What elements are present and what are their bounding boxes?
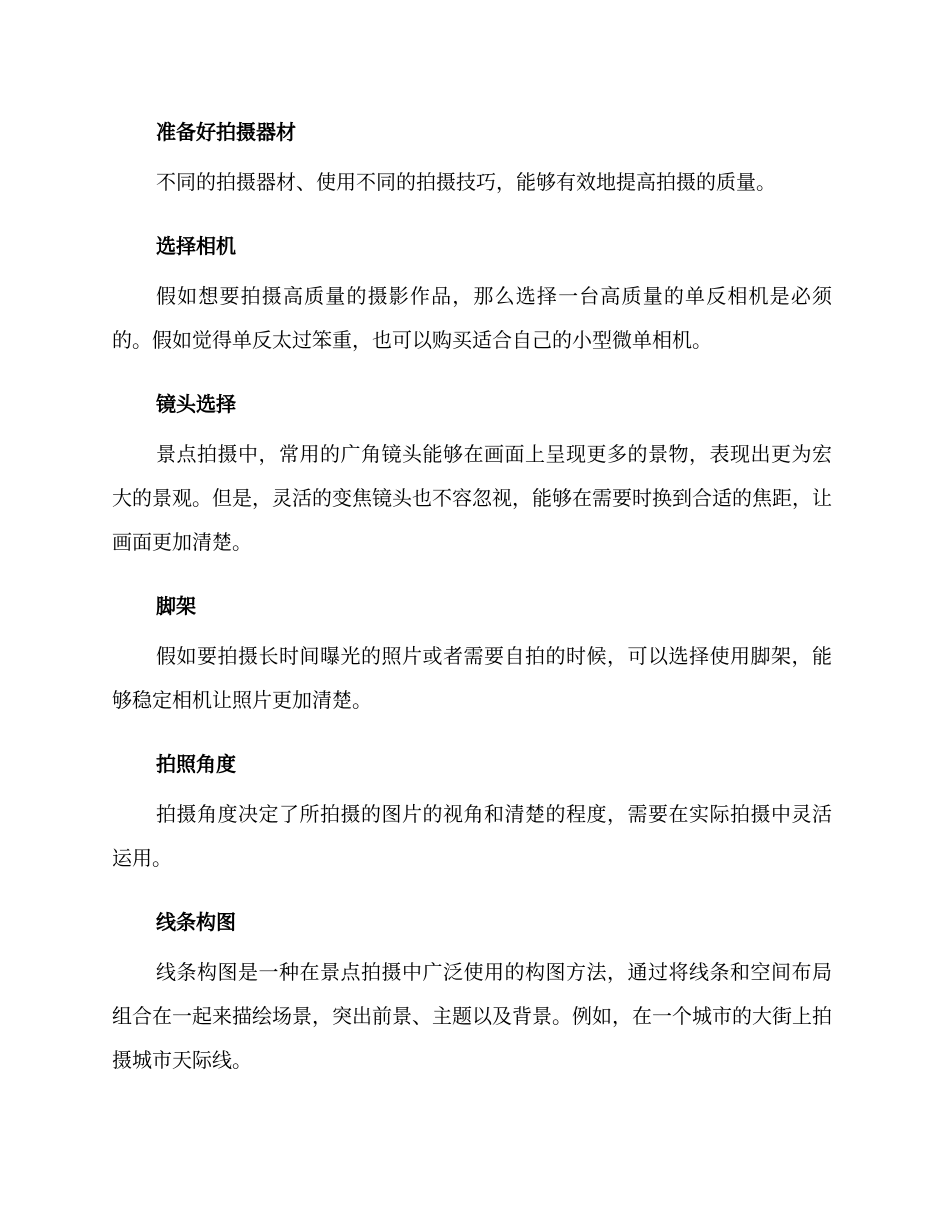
section-body-equipment: 不同的拍摄器材、使用不同的拍摄技巧，能够有效地提高拍摄的质量。	[156, 170, 776, 194]
section-heading-camera: 选择相机	[156, 234, 236, 258]
section-body-angle: 拍摄角度决定了所拍摄的图片的视角和清楚的程度，需要在实际拍摄中灵活运用。	[112, 802, 832, 870]
document-page	[112, 110, 832, 1102]
section-heading-angle: 拍照角度	[156, 752, 236, 776]
section-heading-composition: 线条构图	[156, 910, 236, 934]
section-body-camera: 假如想要拍摄高质量的摄影作品，那么选择一台高质量的单反相机是必须的。假如觉得单反太过笨重，也可以购买适合自己的小型微单相机。	[112, 284, 832, 352]
section-body-composition: 线条构图是一种在景点拍摄中广泛使用的构图方法，通过将线条和空间布局组合在一起来描绘场景，突出前景、主题以及背景。例如，在一个城市的大街上拍摄城市天际线。	[112, 960, 832, 1072]
section-heading-lens: 镜头选择	[156, 392, 236, 416]
section-body-lens: 景点拍摄中，常用的广角镜头能够在画面上呈现更多的景物，表现出更为宏大的景观。但是，灵活的变焦镜头也不容忽视，能够在需要时换到合适的焦距，让画面更加清楚。	[112, 442, 832, 554]
section-body-tripod: 假如要拍摄长时间曝光的照片或者需要自拍的时候，可以选择使用脚架，能够稳定相机让照片更加清楚。	[112, 644, 832, 712]
section-heading-tripod: 脚架	[156, 594, 196, 618]
section-heading-equipment: 准备好拍摄器材	[156, 120, 296, 144]
